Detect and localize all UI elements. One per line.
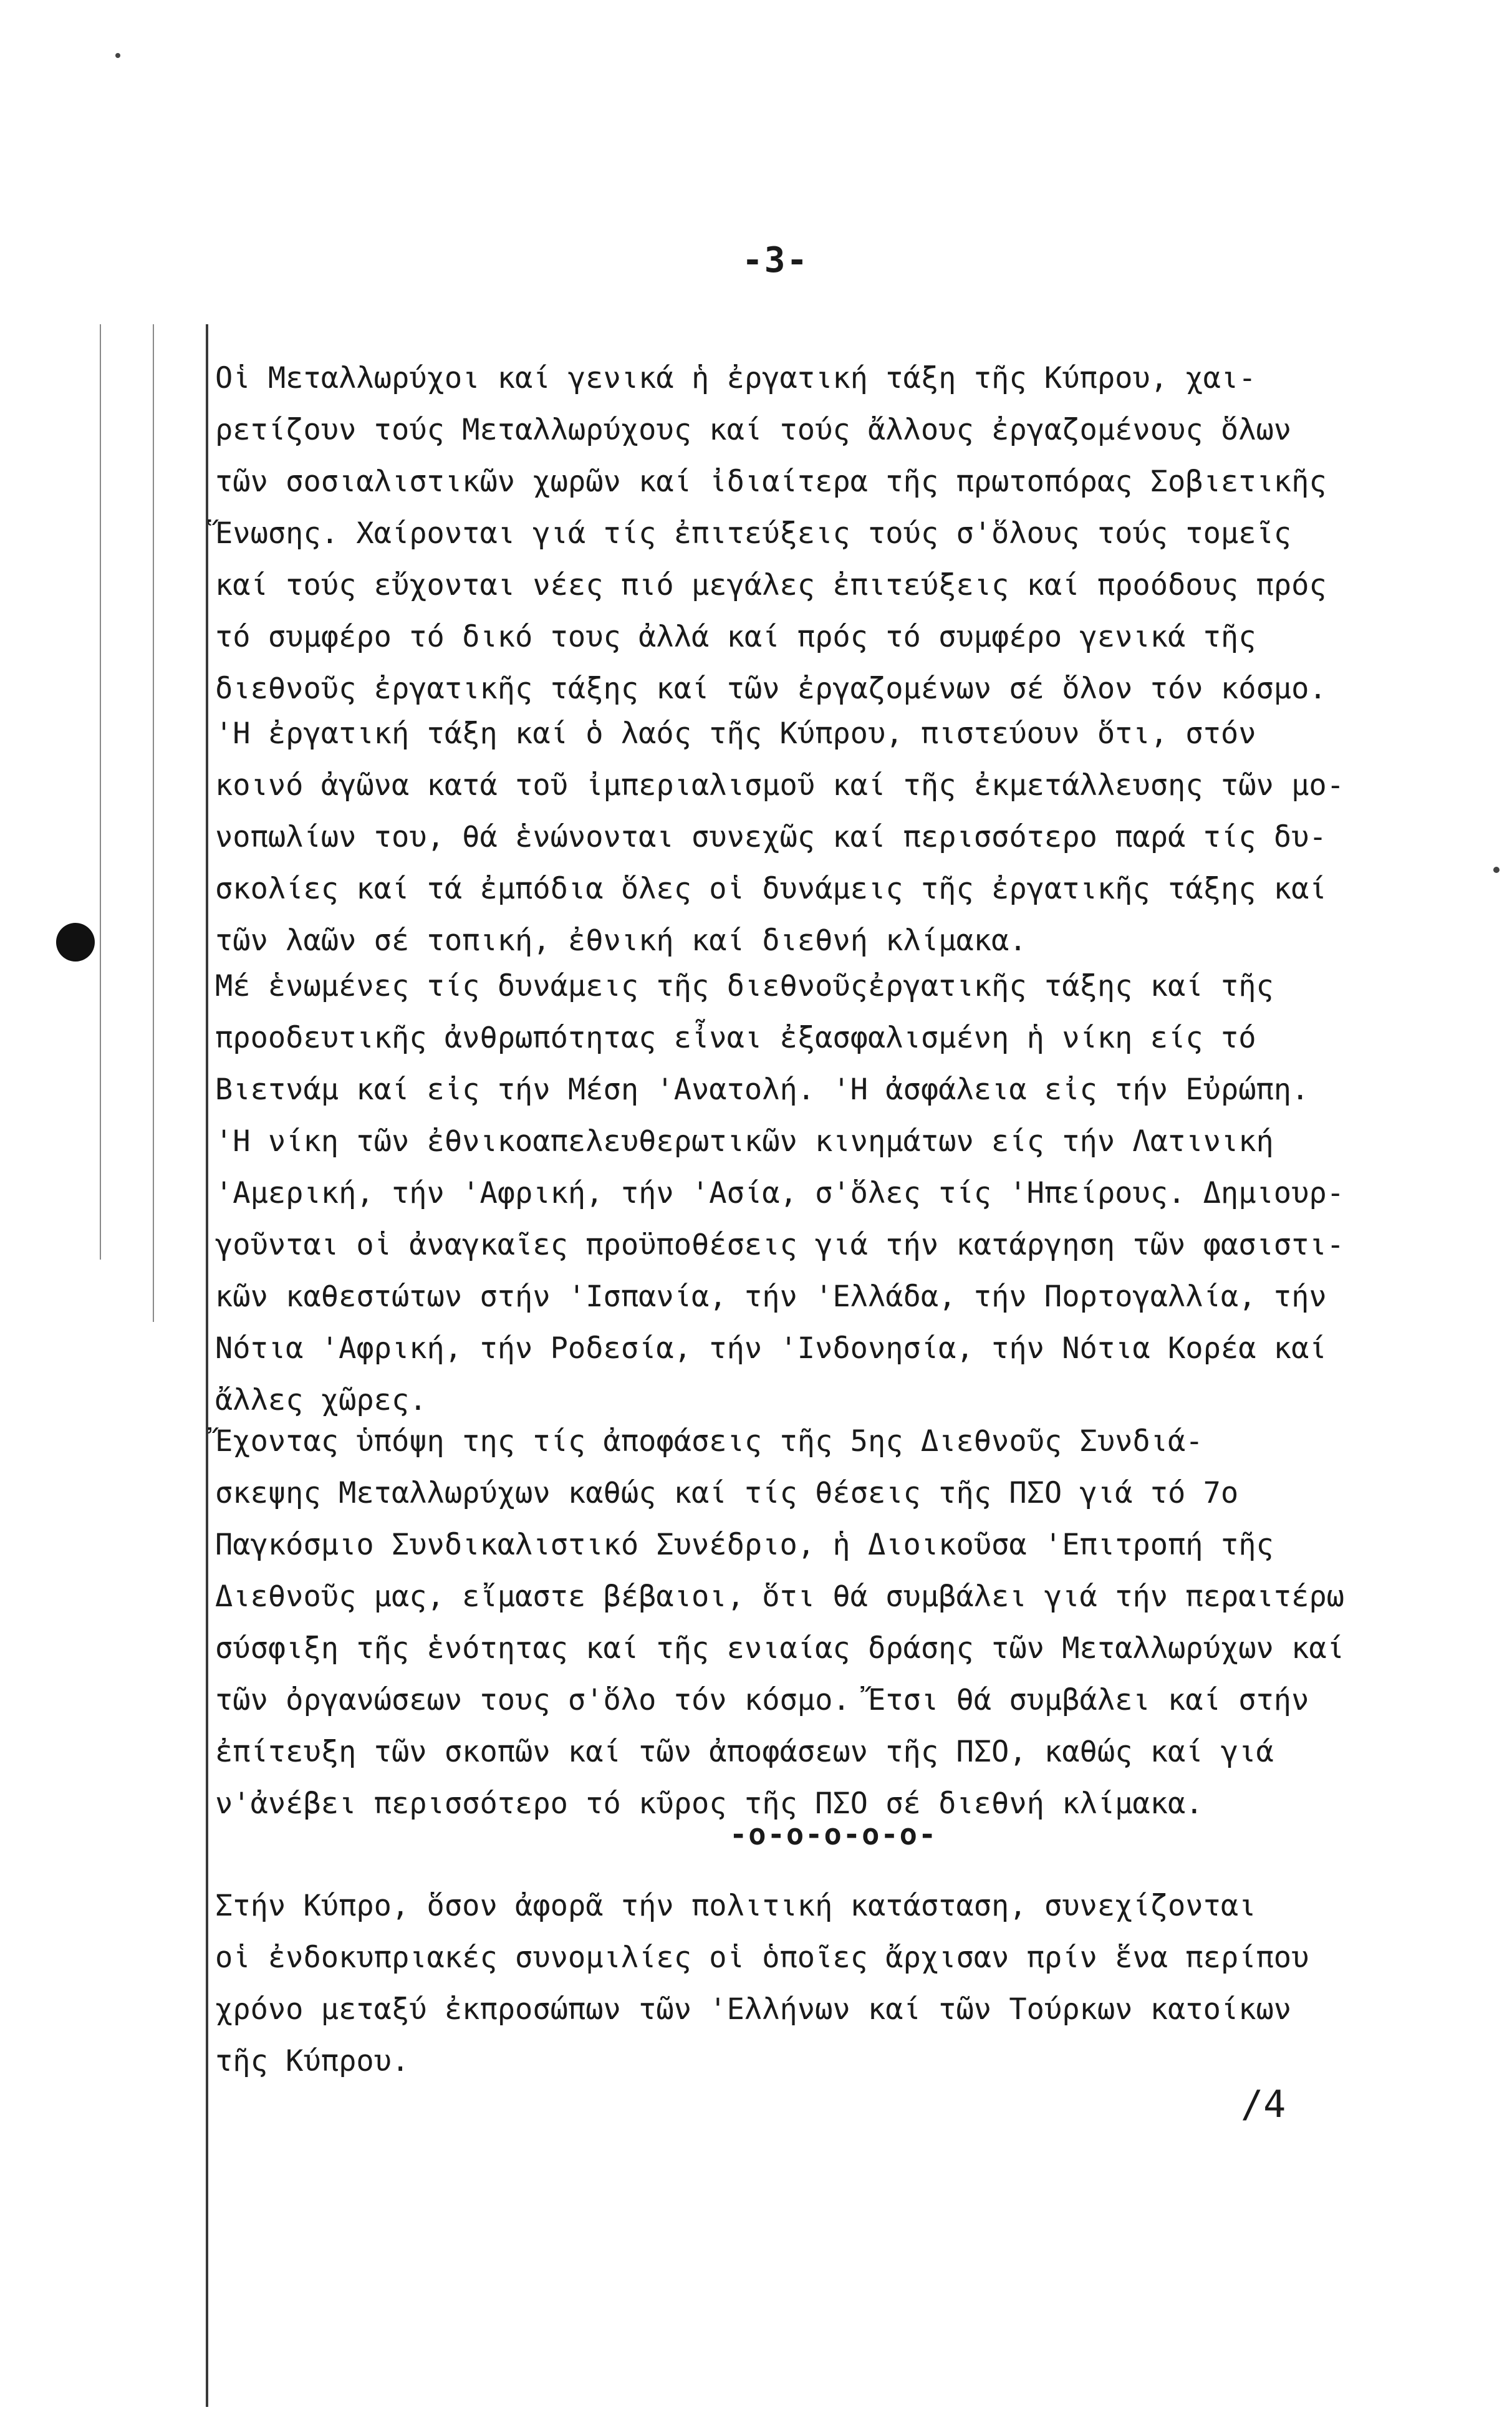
section-separator: -o-o-o-o-o- bbox=[730, 1818, 938, 1852]
page-number: -3- bbox=[742, 240, 809, 281]
paragraph-2: 'Η ἐργατική τάξη καί ὁ λαός τῆς Κύπρου, πιστεύουν ὅτι, στόν κοινό ἀγῶνα κατά τοῦ ἰμπεριαλισμοῦ καί τῆς ἐκμετάλλευσης τῶν μο- νοπωλίων του, θά ἑνώνονται συνεχῶς καί περισσότερο παρά τίς δυ- σκολίες καί τά ἐμπόδια ὅλες οἱ δυνάμεις τῆς ἐργατικῆς τάξης καί τῶν λαῶν σέ τοπική, ἐθνική καί διεθνή κλίμακα. bbox=[215, 716, 1344, 958]
margin-rule-faint bbox=[100, 324, 101, 1260]
paragraph-3: Μέ ἑνωμένες τίς δυνάμεις τῆς διεθνοῦςἐργατικῆς τάξης καί τῆς προοδευτικῆς ἀνθρωπότητας εἶναι ἐξασφαλισμένη ἡ νίκη είς τό Βιετνάμ καί εἰς τήν Μέση 'Ανατολή. 'Η ἀσφάλεια εἰς τήν Εὐρώπη. 'Η νίκη τῶν ἐθνικοαπελευθερωτικῶν κινημάτων είς τήν Λατινική 'Αμερική, τήν 'Αφρική, τήν 'Ασία, σ'ὅλες τίς 'Ηπείρους. Δημιουρ- γοῦνται οἱ ἀναγκαῖες προϋποθέσεις γιά τήν κατάργηση τῶν φασιστι- κῶν καθεστώτων στήν 'Ισπανία, τήν 'Ελλάδα, τήν Πορτογαλλία, τήν Νότια 'Αφρική, τήν Ροδεσία, τήν 'Ινδονησία, τήν Νότια Κορέα καί ἄλλες χῶρες. bbox=[215, 969, 1344, 1417]
next-page-marker: /4 bbox=[1241, 2083, 1286, 2126]
scan-speck bbox=[115, 53, 120, 58]
paragraph-4: Ἔχοντας ὑπόψη της τίς ἀποφάσεις τῆς 5ης Διεθνοῦς Συνδιά- σκεψης Μεταλλωρύχων καθώς καί τίς θέσεις τῆς ΠΣΟ γιά τό 7ο Παγκόσμιο Συνδικαλιστικό Συνέδριο, ἡ Διοικοῦσα 'Επιτροπή τῆς Διεθνοῦς μας, εἴμαστε βέβαιοι, ὅτι θά συμβάλει γιά τήν περαιτέρω σύσφιξη τῆς ἑνότητας καί τῆς ενιαίας δράσης τῶν Μεταλλωρύχων καί τῶν ὀργανώσεων τους σ'ὅλο τόν κόσμο. Ἔτσι θά συμβάλει καί στήν ἐπίτευξη τῶν σκοπῶν καί τῶν ἀποφάσεων τῆς ΠΣΟ, καθώς καί γιά ν'ἀνέβει περισσότερο τό κῦρος τῆς ΠΣΟ σέ διεθνή κλίμακα. bbox=[215, 1424, 1344, 1821]
margin-rule-faint bbox=[153, 324, 154, 1322]
scan-speck bbox=[1493, 867, 1500, 873]
punch-hole bbox=[56, 923, 95, 962]
margin-rule bbox=[206, 324, 208, 2407]
paragraph-1: Οἱ Μεταλλωρύχοι καί γενικά ἡ ἐργατική τάξη τῆς Κύπρου, χαι- ρετίζουν τούς Μεταλλωρύχους καί τούς ἄλλους ἐργαζομένους ὅλων τῶν σοσιαλιστικῶν χωρῶν καί ἰδιαίτερα τῆς πρωτοπόρας Σοβιετικῆς Ἕνωσης. Χαίρονται γιά τίς ἐπιτεύξεις τούς σ'ὅλους τούς τομεῖς καί τούς εὔχονται νέες πιό μεγάλες ἐπιτεύξεις καί προόδους πρός τό συμφέρο τό δικό τους ἀλλά καί πρός τό συμφέρο γενικά τῆς διεθνοῦς ἐργατικῆς τάξης καί τῶν ἐργαζομένων σέ ὅλον τόν κόσμο. bbox=[215, 361, 1327, 706]
paragraph-5: Στήν Κύπρο, ὅσον ἀφορᾶ τήν πολιτική κατάσταση, συνεχίζονται οἱ ἐνδοκυπριακές συνομιλίες οἱ ὁποῖες ἄρχισαν πρίν ἕνα περίπου χρόνο μεταξύ ἐκπροσώπων τῶν 'Ελλήνων καί τῶν Τούρκων κατοίκων τῆς Κύπρου. bbox=[215, 1889, 1309, 2078]
